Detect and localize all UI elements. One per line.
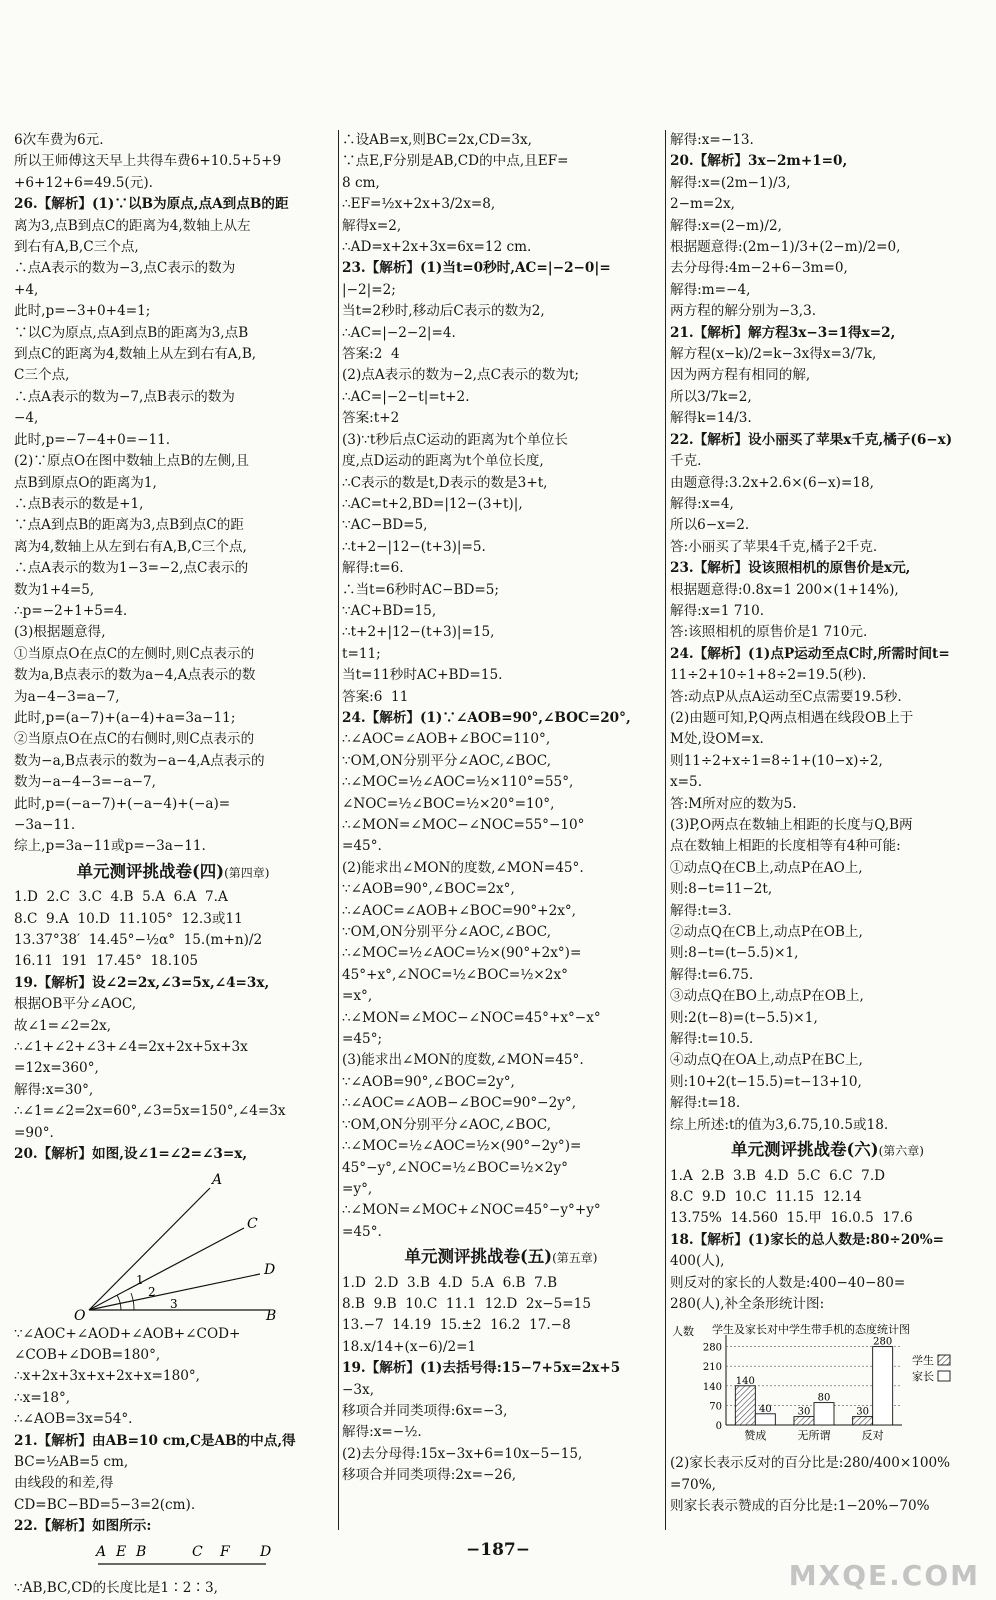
y-tick-label: 140 <box>702 1382 722 1394</box>
text-line: 11÷2+10÷1+8÷2=19.5(秒). <box>670 667 867 684</box>
text-line: (3)根据题意得, <box>14 624 106 641</box>
heading-6-chapter: (第六章) <box>878 1144 924 1159</box>
text-line: ∴∠MOC=½∠AOC=½×110°=55°, <box>342 774 574 791</box>
text-line: 数为−a,B点表示的数为−a−4,A点表示的 <box>14 752 265 769</box>
text-line: 24.【解析】(1)∵∠AOB=90°,∠BOC=20°, <box>342 709 631 726</box>
text-line: 18.x/14+(x−6)/2=1 <box>342 1338 477 1355</box>
text-line: ∴AC=t+2,BD=|12−(3+t)|, <box>342 495 523 512</box>
y-tick-label: 0 <box>715 1421 722 1433</box>
col1c-lines <box>14 1324 332 1538</box>
data-label: 140 <box>735 1376 755 1388</box>
text-line: 解得:t=18. <box>670 1095 741 1112</box>
text-line: 综上,p=3a−11或p=−3a−11. <box>14 838 206 855</box>
text-line: 解得x=2, <box>342 217 402 234</box>
bar-chart-svg <box>670 1319 970 1449</box>
text-line: 则11÷2+x÷1=8÷1+(10−x)÷2, <box>670 752 883 769</box>
text-line: 8 cm, <box>342 174 380 191</box>
text-line: (2)∵原点O在图中数轴上点B的左侧,且 <box>14 453 250 470</box>
text-line: 由题意得:3.2x+2.6×(6−x)=18, <box>670 474 874 491</box>
label-B: B <box>266 1307 277 1320</box>
text-line: 13.75% 14.560 15.甲 16.0.5 17.6 <box>670 1210 913 1227</box>
label-1: 1 <box>136 1272 144 1287</box>
text-line: 去分母得:4m−2+6−3m=0, <box>670 260 848 277</box>
text-line: 解得:x=−½. <box>342 1424 422 1441</box>
text-line: 根据题意得:0.8x=1 200×(1+14%), <box>670 581 899 598</box>
text-line: =45°; <box>342 1031 383 1048</box>
text-line: 由线段的和差,得 <box>14 1475 114 1492</box>
figure-20-angles <box>14 1170 332 1320</box>
heading-6-title: 单元测评挑战卷(六) <box>731 1140 879 1160</box>
text-line: =45°. <box>342 1223 382 1240</box>
text-line: 19.【解析】(1)去括号得:15−7+5x=2x+5 <box>342 1360 621 1377</box>
text-line: (2)点A表示的数为−2,点C表示的数为t; <box>342 367 580 384</box>
text-line: ∴x+2x+3x+x+2x+x=180°, <box>14 1368 200 1385</box>
text-line: ∴∠MOC=½∠AOC=½×(90°−2y°)= <box>342 1138 582 1155</box>
text-line: 答案:2 4 <box>342 346 400 363</box>
legend-swatch <box>938 1371 950 1381</box>
heading-4-title: 单元测评挑战卷(四) <box>76 861 225 881</box>
label-D: D <box>260 1543 272 1560</box>
text-line: ∴∠MON=∠MOC−∠NOC=45°+x°−x° <box>342 1009 601 1026</box>
text-line: 此时,p=(−a−7)+(−a−4)+(−a)= <box>14 795 231 812</box>
legend-label: 学生 <box>912 1354 934 1368</box>
text-line: =90°. <box>14 1124 54 1141</box>
col2-lines <box>342 130 660 1243</box>
column-divider-1 <box>338 130 339 1530</box>
text-line: ∴∠AOB=3x=54°. <box>14 1411 133 1428</box>
text-line: ∴p=−2+1+5=4. <box>14 602 128 619</box>
text-line: =12x=360°, <box>14 1060 99 1077</box>
text-line: 点在数轴上相距的长度相等有4种可能: <box>670 838 901 855</box>
text-line: ②动点Q在CB上,动点P在OB上, <box>670 924 863 941</box>
text-line: ∴∠AOC=∠AOB+∠BOC=110°, <box>342 731 551 748</box>
section-heading-5 <box>342 1246 660 1269</box>
text-line: 所以王师傅这天早上共得车费6+10.5+5+9 <box>14 153 282 170</box>
text-line: 23.【解析】设该照相机的原售价是x元, <box>670 560 911 577</box>
text-line: 22.【解析】设小丽买了苹果x千克,橘子(6−x) <box>670 431 953 448</box>
text-line: 为a−4−3=a−7, <box>14 688 120 705</box>
text-line: 此时,p=−7−4+0=−11. <box>14 431 171 448</box>
text-line: 45°+x°,∠NOC=½∠BOC=½×2x° <box>342 966 568 983</box>
text-line: 当t=11秒时AC+BD=15. <box>342 667 503 684</box>
page-number: −187− <box>466 1540 530 1560</box>
text-line: ∵AB,BC,CD的长度比是1∶2∶3, <box>14 1579 218 1596</box>
section-heading-6 <box>670 1139 985 1162</box>
text-line: 答:M所对应的数为5. <box>670 795 797 812</box>
text-line: 答:动点P从点A运动至C点需要19.5秒. <box>670 688 902 705</box>
text-line: 答:小丽买了苹果4千克,橘子2千克. <box>670 538 878 555</box>
legend-label: 家长 <box>912 1370 934 1384</box>
text-line: 千克. <box>670 453 702 470</box>
text-line: ∵AC+BD=15, <box>342 602 437 619</box>
text-line: +4, <box>14 281 39 298</box>
col3b-lines <box>670 1166 985 1316</box>
text-line: 45°−y°,∠NOC=½∠BOC=½×2y° <box>342 1159 568 1176</box>
heading-5-chapter: (第五章) <box>552 1251 598 1266</box>
text-line: 解得:t=3. <box>670 902 732 919</box>
text-line: ∵∠AOC+∠AOD+∠AOB+∠COD+ <box>14 1325 241 1342</box>
bar-学生-无所谓 <box>794 1417 814 1425</box>
y-axis-label: 人数 <box>672 1325 694 1339</box>
text-line: 综上所述:t的值为3,6.75,10.5或18. <box>670 1116 889 1133</box>
text-line: 则:8−t=11−2t, <box>670 881 773 898</box>
bar-学生-反对 <box>853 1417 873 1425</box>
label-O: O <box>74 1307 86 1320</box>
text-line: ②当原点O在点C的右侧时,则C点表示的 <box>14 731 255 748</box>
text-line: =70%, <box>670 1476 716 1493</box>
text-line: 答案:6 11 <box>342 688 409 705</box>
text-line: ∵∠AOB=90°,∠BOC=2y°, <box>342 1073 515 1090</box>
text-line: 解得:t=6.75. <box>670 966 754 983</box>
text-line: 当t=2秒时,移动后C表示的数为2, <box>342 303 545 320</box>
text-line: 则家长表示赞成的百分比是:1−20%−70% <box>670 1498 930 1515</box>
y-tick-label: 210 <box>702 1362 722 1374</box>
text-line: ∴∠AOC=∠AOB+∠BOC=90°+2x°, <box>342 902 577 919</box>
text-line: 解得:t=6. <box>342 560 404 577</box>
column-divider-2 <box>665 130 666 1530</box>
text-line: ∵∠AOB=90°,∠BOC=2x°, <box>342 881 515 898</box>
bar-家长-无所谓 <box>814 1403 834 1425</box>
text-line: −3x, <box>342 1381 375 1398</box>
text-line: 数为1+4=5, <box>14 581 95 598</box>
text-line: 18.【解析】(1)家长的总人数是:80÷20%= <box>670 1231 945 1248</box>
text-line: 19.【解析】设∠2=2x,∠3=5x,∠4=3x, <box>14 974 270 991</box>
text-line: 23.【解析】(1)当t=0秒时,AC=|−2−0|= <box>342 260 611 277</box>
text-line: 8.C 9.D 10.C 11.15 12.14 <box>670 1188 862 1205</box>
column-2 <box>342 130 660 1487</box>
text-line: ∴C表示的数是t,D表示的数是3+t, <box>342 474 548 491</box>
text-line: 400(人), <box>670 1253 725 1270</box>
heading-4-chapter: (第四章) <box>224 865 270 880</box>
text-line: 解得:x=30°, <box>14 1081 94 1098</box>
text-line: 此时,p=−3+0+4=1; <box>14 303 151 320</box>
y-tick-label: 70 <box>709 1401 722 1413</box>
text-line: ∵以C为原点,点A到点B的距离为3,点B <box>14 324 249 341</box>
text-line: 22.【解析】如图所示: <box>14 1518 152 1535</box>
col3c-lines <box>670 1453 985 1517</box>
text-line: 16.11 191 17.45° 18.105 <box>14 953 199 970</box>
text-line: CD=BC−BD=5−3=2(cm). <box>14 1496 196 1513</box>
text-line: 因为两方程有相同的解, <box>670 367 811 384</box>
label-E: E <box>116 1543 127 1560</box>
text-line: |−2|=2; <box>342 281 396 298</box>
text-line: ∴∠1=∠2=2x=60°,∠3=5x=150°,∠4=3x <box>14 1103 286 1120</box>
text-line: 根据题意得:(2m−1)/3+(2−m)/2=0, <box>670 239 901 256</box>
y-tick-label: 280 <box>702 1342 722 1354</box>
text-line: 解得:m=−4, <box>670 281 751 298</box>
text-line: 解得k=14/3. <box>670 410 752 427</box>
text-line: 280(人),补全条形统计图: <box>670 1295 825 1312</box>
text-line: 则:8−t=(t−5.5)×1, <box>670 945 799 962</box>
text-line: 此时,p=(a−7)+(a−4)+a=3a−11; <box>14 709 236 726</box>
text-line: 离为3,点B到点C的距离为4,数轴上从左 <box>14 217 251 234</box>
text-line: 26.【解析】(1)∵以B为原点,点A到点B的距 <box>14 196 289 213</box>
label-C: C <box>247 1215 258 1232</box>
text-line: ∴∠1+∠2+∠3+∠4=2x+2x+5x+3x <box>14 1039 248 1056</box>
text-line: ∠NOC=½∠BOC=½×20°=10°, <box>342 795 555 812</box>
text-line: 到点C的距离为4,数轴上从左到右有A,B, <box>14 346 257 363</box>
column-1 <box>14 130 332 1599</box>
text-line: 1.D 2.D 3.B 4.D 5.A 6.B 7.B <box>342 1274 558 1291</box>
text-line: 24.【解析】(1)点P运动至点C时,所需时间t= <box>670 645 950 662</box>
col1d-lines <box>14 1578 332 1599</box>
text-line: 故∠1=∠2=2x, <box>14 1017 112 1034</box>
col2b-lines <box>342 1273 660 1487</box>
text-line: =45°. <box>342 838 382 855</box>
text-line: x=5. <box>670 774 703 791</box>
text-line: ∵点E,F分别是AB,CD的中点,且EF= <box>342 153 569 170</box>
text-line: 答:该照相机的原售价是1 710元. <box>670 624 868 641</box>
bar-家长-反对 <box>873 1347 893 1425</box>
text-line: 8.C 9.A 10.D 11.105° 12.3或11 <box>14 910 243 927</box>
text-line: ∴当t=6秒时AC−BD=5; <box>342 581 499 598</box>
bar-chart <box>670 1319 985 1449</box>
data-label: 30 <box>797 1406 811 1418</box>
text-line: 数为a,B点表示的数为a−4,A点表示的数 <box>14 667 256 684</box>
label-B: B <box>136 1543 147 1560</box>
col1-lines <box>14 130 332 858</box>
text-line: 答案:t+2 <box>342 410 400 427</box>
text-line: ∴设AB=x,则BC=2x,CD=3x, <box>342 132 532 148</box>
text-line: 1.A 2.B 3.B 4.D 5.C 6.C 7.D <box>670 1167 886 1184</box>
text-line: 移项合并同类项得:2x=−26, <box>342 1467 517 1484</box>
text-line: ∴x=18°, <box>14 1389 71 1406</box>
text-line: ∴点A表示的数为1−3=−2,点C表示的 <box>14 560 249 577</box>
text-line: (3)能求出∠MON的度数,∠MON=45°. <box>342 1052 584 1069</box>
text-line: ④动点Q在OA上,动点P在BC上, <box>670 1052 863 1069</box>
text-line: ∵OM,ON分别平分∠AOC,∠BOC, <box>342 924 552 941</box>
text-line: −3a−11. <box>14 817 76 833</box>
data-label: 280 <box>873 1336 893 1348</box>
text-line: +6+12+6=49.5(元). <box>14 174 153 191</box>
text-line: 离为4,数轴上从左到右有A,B,C三个点, <box>14 538 247 555</box>
x-tick-label: 反对 <box>861 1429 884 1443</box>
legend-swatch <box>938 1355 950 1365</box>
text-line: 1.D 2.C 3.C 4.B 5.A 6.A 7.A <box>14 889 228 906</box>
text-line: 到右有A,B,C三个点, <box>14 239 139 256</box>
chart-title: 学生及家长对中学生带手机的态度统计图 <box>712 1323 910 1337</box>
text-line: C三个点, <box>14 367 70 384</box>
text-line: ∴EF=½x+2x+3/2x=8, <box>342 196 496 213</box>
text-line: ∵OM,ON分别平分∠AOC,∠BOC, <box>342 1116 552 1133</box>
text-line: 则反对的家长的人数是:400−40−80= <box>670 1274 906 1291</box>
text-line: 度,点D运动的距离为t个单位长度, <box>342 453 544 470</box>
text-line: ∴∠AOC=∠AOB−∠BOC=90°−2y°, <box>342 1095 577 1112</box>
heading-5-title: 单元测评挑战卷(五) <box>404 1247 553 1267</box>
text-line: 所以3/7k=2, <box>670 388 752 405</box>
label-C: C <box>192 1543 203 1560</box>
text-line: (2)去分母得:15x−3x+6=10x−5−15, <box>342 1445 583 1462</box>
text-line: 6次车费为6元. <box>14 132 104 148</box>
text-line: 根据OB平分∠AOC, <box>14 996 137 1013</box>
text-line: 13.−7 14.19 15.±2 16.2 17.−8 <box>342 1317 571 1334</box>
text-line: ∴∠MON=∠MOC−∠NOC=55°−10° <box>342 817 585 833</box>
text-line: 移项合并同类项得:6x=−3, <box>342 1402 508 1419</box>
text-line: ∵点A到点B的距离为3,点B到点C的距 <box>14 517 244 534</box>
label-D: D <box>264 1261 276 1278</box>
text-line: ∴点A表示的数为−3,点C表示的数为 <box>14 260 236 277</box>
text-line: 13.37°38′ 14.45°−½α° 15.(m+n)/2 <box>14 932 263 949</box>
text-line: (2)能求出∠MON的度数,∠MON=45°. <box>342 859 584 876</box>
text-line: ∴∠MOC=½∠AOC=½×(90°+2x°)= <box>342 945 582 962</box>
text-line: 解方程(x−k)/2=k−3x得x=3/7k, <box>670 346 877 363</box>
text-line: 20.【解析】如图,设∠1=∠2=∠3=x, <box>14 1146 248 1163</box>
text-line: M处,设OM=x. <box>670 731 764 748</box>
x-tick-label: 无所谓 <box>797 1429 831 1443</box>
col3-lines <box>670 130 985 1136</box>
data-label: 80 <box>817 1392 831 1404</box>
label-A: A <box>96 1543 107 1560</box>
text-line: 解得:x=(2−m)/2, <box>670 217 782 234</box>
text-line: 21.【解析】由AB=10 cm,C是AB的中点,得 <box>14 1432 296 1449</box>
text-line: 则:10+2(t−15.5)=t−13+10, <box>670 1073 862 1090</box>
label-2: 2 <box>148 1284 156 1299</box>
bar-家长-赞成 <box>755 1414 775 1425</box>
text-line: ∴点A表示的数为−7,点B表示的数为 <box>14 388 235 405</box>
text-line: 数为−a−4−3=−a−7, <box>14 774 157 791</box>
text-line: 20.【解析】3x−2m+1=0, <box>670 153 848 170</box>
text-line: 8.B 9.B 10.C 11.1 12.D 2x−5=15 <box>342 1295 591 1312</box>
text-line: −4, <box>14 410 39 427</box>
text-line: 所以6−x=2. <box>670 517 750 534</box>
text-line: 解得:x=4, <box>670 495 734 512</box>
label-A: A <box>212 1171 223 1188</box>
text-line: ∴∠MON=∠MOC+∠NOC=45°−y°+y° <box>342 1202 601 1219</box>
text-line: (3)∵t秒后点C运动的距离为t个单位长 <box>342 431 568 448</box>
text-line: (2)由题可知,P,Q两点相遇在线段OB上于 <box>670 709 914 726</box>
text-line: ∴t+2−|12−(t+3)|=5. <box>342 538 486 555</box>
text-line: 2−m=2x, <box>670 196 735 213</box>
text-line: (3)P,O两点在数轴上相距的长度与Q,B两 <box>670 817 913 833</box>
x-tick-label: 赞成 <box>744 1429 767 1443</box>
text-line: t=11; <box>342 645 381 662</box>
section-heading-4 <box>14 861 332 884</box>
angle-figure <box>14 1170 314 1320</box>
text-line: =y°, <box>342 1180 373 1197</box>
text-line: ①动点Q在CB上,动点P在AO上, <box>670 859 863 876</box>
col1b-lines <box>14 887 332 1165</box>
text-line: ∴AC=|−2−t|=t+2. <box>342 388 470 405</box>
text-line: ∴AC=|−2−2|=4. <box>342 324 456 341</box>
text-line: 点B到原点O的距离为1, <box>14 474 157 491</box>
text-line: ∵OM,ON分别平分∠AOC,∠BOC, <box>342 752 552 769</box>
text-line: 21.【解析】解方程3x−3=1得x=2, <box>670 324 896 341</box>
label-3: 3 <box>170 1296 178 1311</box>
text-line: ∴点B表示的数是+1, <box>14 495 144 512</box>
text-line: BC=½AB=5 cm, <box>14 1453 129 1470</box>
text-line: 解得:x=(2m−1)/3, <box>670 174 791 191</box>
text-line: ∴AD=x+2x+3x=6x=12 cm. <box>342 239 532 256</box>
text-line: ∠COB+∠DOB=180°, <box>14 1346 161 1363</box>
text-line: (2)家长表示反对的百分比是:280/400×100% <box>670 1455 951 1472</box>
column-3 <box>670 130 985 1518</box>
text-line: ③动点Q在BO上,动点P在OB上, <box>670 988 864 1005</box>
text-line: 解得:x=1 710. <box>670 602 765 619</box>
text-line: 则:2(t−8)=(t−5.5)×1, <box>670 1009 818 1026</box>
text-line: 两方程的解分别为−3,3. <box>670 303 817 320</box>
data-label: 30 <box>856 1406 870 1418</box>
text-line: 解得:x=−13. <box>670 132 754 148</box>
data-label: 40 <box>758 1404 772 1416</box>
label-F: F <box>220 1543 230 1560</box>
bar-学生-赞成 <box>735 1386 755 1425</box>
text-line: ①当原点O在点C的左侧时,则C点表示的 <box>14 645 255 662</box>
text-line: ∴t+2+|12−(t+3)|=15, <box>342 624 495 641</box>
text-line: ∵AC−BD=5, <box>342 517 428 534</box>
watermark: MXQE.COM <box>788 1559 980 1592</box>
text-line: 解得:t=10.5. <box>670 1031 754 1048</box>
text-line: =x°, <box>342 988 373 1005</box>
